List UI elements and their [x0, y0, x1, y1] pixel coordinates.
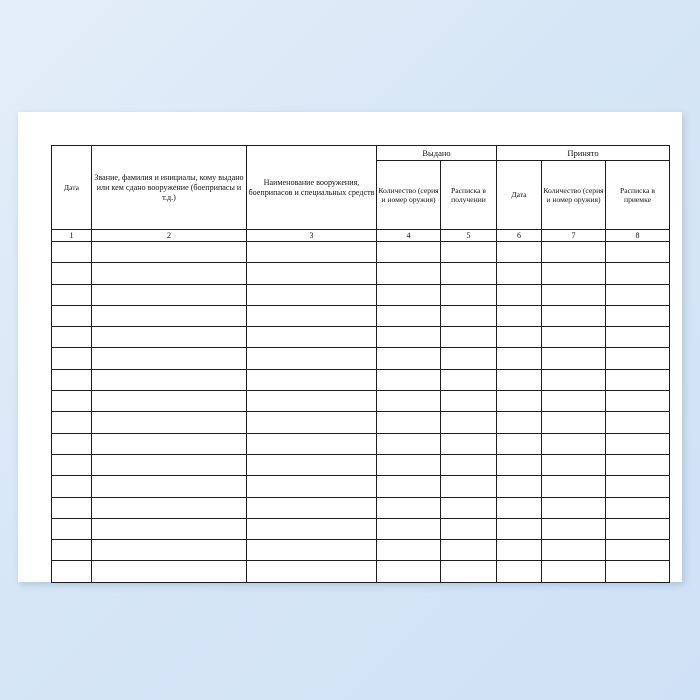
table-cell[interactable]: [441, 454, 497, 475]
table-cell[interactable]: [377, 454, 441, 475]
table-cell[interactable]: [542, 263, 606, 284]
table-cell[interactable]: [542, 391, 606, 412]
table-cell[interactable]: [92, 476, 247, 497]
table-row[interactable]: [52, 561, 670, 582]
table-cell[interactable]: [377, 284, 441, 305]
table-cell[interactable]: [247, 391, 377, 412]
table-cell[interactable]: [606, 391, 670, 412]
table-row[interactable]: [52, 433, 670, 454]
document-sheet: [18, 112, 682, 582]
table-cell[interactable]: [606, 284, 670, 305]
table-cell[interactable]: [377, 540, 441, 561]
table-cell[interactable]: [92, 263, 247, 284]
table-cell[interactable]: [606, 369, 670, 390]
table-row[interactable]: [52, 348, 670, 369]
column-number: 4: [377, 230, 441, 242]
table-cell[interactable]: [497, 561, 542, 582]
table-cell[interactable]: [606, 263, 670, 284]
table-cell[interactable]: [497, 454, 542, 475]
table-cell[interactable]: [606, 561, 670, 582]
table-cell[interactable]: [542, 348, 606, 369]
table-cell[interactable]: [606, 433, 670, 454]
group-header-issued: Выдано: [377, 146, 497, 161]
table-cell[interactable]: [441, 433, 497, 454]
column-number: 5: [441, 230, 497, 242]
table-cell[interactable]: [52, 305, 92, 326]
group-header-received: Принято: [497, 146, 670, 161]
table-cell[interactable]: [441, 518, 497, 539]
table-cell[interactable]: [606, 305, 670, 326]
table-cell[interactable]: [497, 263, 542, 284]
table-cell[interactable]: [497, 433, 542, 454]
table-cell[interactable]: [92, 454, 247, 475]
table-row[interactable]: [52, 305, 670, 326]
table-cell[interactable]: [377, 476, 441, 497]
table-cell[interactable]: [542, 412, 606, 433]
table-cell[interactable]: [497, 518, 542, 539]
table-cell[interactable]: [377, 518, 441, 539]
table-cell[interactable]: [247, 284, 377, 305]
table-cell[interactable]: [52, 540, 92, 561]
table-cell[interactable]: [247, 433, 377, 454]
table-cell[interactable]: [247, 412, 377, 433]
table-cell[interactable]: [247, 305, 377, 326]
table-row[interactable]: [52, 454, 670, 475]
table-body: [52, 242, 670, 583]
table-row[interactable]: [52, 476, 670, 497]
table-cell[interactable]: [377, 327, 441, 348]
table-cell[interactable]: [52, 284, 92, 305]
table-cell[interactable]: [247, 454, 377, 475]
table-cell[interactable]: [606, 497, 670, 518]
table-cell[interactable]: [542, 540, 606, 561]
table-cell[interactable]: [52, 412, 92, 433]
table-cell[interactable]: [92, 348, 247, 369]
table-cell[interactable]: [542, 284, 606, 305]
header-issued-signature: Расписка в получении: [441, 161, 497, 230]
table-cell[interactable]: [247, 369, 377, 390]
table-cell[interactable]: [606, 540, 670, 561]
table-cell[interactable]: [377, 263, 441, 284]
table-row[interactable]: [52, 284, 670, 305]
table-cell[interactable]: [606, 518, 670, 539]
table-cell[interactable]: [542, 518, 606, 539]
table-cell[interactable]: [441, 540, 497, 561]
table-cell[interactable]: [92, 540, 247, 561]
table-cell[interactable]: [92, 305, 247, 326]
table-cell[interactable]: [52, 476, 92, 497]
column-number: 2: [92, 230, 247, 242]
table-row[interactable]: [52, 242, 670, 263]
header-rank-name: Звание, фамилия и инициалы, кому выдано или кем сдано вооружение (боеприпасы и т.д.): [92, 146, 247, 230]
table-cell[interactable]: [247, 348, 377, 369]
table-cell[interactable]: [441, 348, 497, 369]
table-cell[interactable]: [542, 454, 606, 475]
table-cell[interactable]: [247, 561, 377, 582]
table-cell[interactable]: [542, 476, 606, 497]
table-cell[interactable]: [441, 412, 497, 433]
table-cell[interactable]: [497, 305, 542, 326]
table-cell[interactable]: [606, 327, 670, 348]
table-cell[interactable]: [247, 476, 377, 497]
table-cell[interactable]: [377, 412, 441, 433]
table-group-header-row: [52, 146, 670, 161]
table-cell[interactable]: [377, 391, 441, 412]
table-cell[interactable]: [497, 476, 542, 497]
table-cell[interactable]: [542, 497, 606, 518]
table-cell[interactable]: [497, 242, 542, 263]
table-row[interactable]: [52, 518, 670, 539]
table-cell[interactable]: [92, 412, 247, 433]
table-cell[interactable]: [441, 561, 497, 582]
table-row[interactable]: [52, 412, 670, 433]
table-row[interactable]: [52, 263, 670, 284]
table-cell[interactable]: [441, 369, 497, 390]
table-cell[interactable]: [606, 476, 670, 497]
table-cell[interactable]: [441, 284, 497, 305]
table-row[interactable]: [52, 540, 670, 561]
table-cell[interactable]: [52, 263, 92, 284]
column-number: 6: [497, 230, 542, 242]
table-row[interactable]: [52, 327, 670, 348]
table-cell[interactable]: [52, 433, 92, 454]
table-cell[interactable]: [52, 518, 92, 539]
table-cell[interactable]: [377, 561, 441, 582]
table-cell[interactable]: [497, 284, 542, 305]
table-cell[interactable]: [542, 369, 606, 390]
table-cell[interactable]: [247, 327, 377, 348]
table-cell[interactable]: [497, 540, 542, 561]
table-cell[interactable]: [377, 369, 441, 390]
table-cell[interactable]: [52, 391, 92, 412]
journal-table-area: [51, 145, 655, 560]
header-date-issued: Дата: [52, 146, 92, 230]
table-cell[interactable]: [247, 263, 377, 284]
table-cell[interactable]: [52, 327, 92, 348]
table-cell[interactable]: [52, 454, 92, 475]
table-cell[interactable]: [377, 433, 441, 454]
table-cell[interactable]: [497, 497, 542, 518]
table-cell[interactable]: [92, 433, 247, 454]
table-row[interactable]: [52, 391, 670, 412]
journal-table: [51, 145, 670, 583]
table-cell[interactable]: [92, 242, 247, 263]
table-cell[interactable]: [92, 518, 247, 539]
table-cell[interactable]: [441, 327, 497, 348]
table-cell[interactable]: [52, 348, 92, 369]
table-cell[interactable]: [542, 433, 606, 454]
table-cell[interactable]: [377, 497, 441, 518]
column-number: 3: [247, 230, 377, 242]
table-cell[interactable]: [92, 369, 247, 390]
table-column-number-row: [52, 230, 670, 242]
table-cell[interactable]: [542, 561, 606, 582]
table-cell[interactable]: [606, 242, 670, 263]
table-cell[interactable]: [92, 327, 247, 348]
table-cell[interactable]: [542, 242, 606, 263]
table-cell[interactable]: [606, 454, 670, 475]
table-cell[interactable]: [441, 391, 497, 412]
column-number: 8: [606, 230, 670, 242]
table-cell[interactable]: [542, 327, 606, 348]
table-cell[interactable]: [247, 497, 377, 518]
column-number: 7: [542, 230, 606, 242]
header-issued-quantity: Количество (серия и номер оружия): [377, 161, 441, 230]
table-cell[interactable]: [377, 348, 441, 369]
table-cell[interactable]: [247, 242, 377, 263]
header-item-name: Наименование вооружения, боеприпасов и специальных средств: [247, 146, 377, 230]
header-received-quantity: Количество (серия и номер оружия): [542, 161, 606, 230]
table-row[interactable]: [52, 497, 670, 518]
table-row[interactable]: [52, 369, 670, 390]
table-cell[interactable]: [441, 476, 497, 497]
table-cell[interactable]: [92, 284, 247, 305]
table-cell[interactable]: [377, 305, 441, 326]
table-cell[interactable]: [52, 497, 92, 518]
table-cell[interactable]: [542, 305, 606, 326]
table-cell[interactable]: [52, 369, 92, 390]
table-cell[interactable]: [497, 412, 542, 433]
table-cell[interactable]: [606, 412, 670, 433]
table-cell[interactable]: [441, 305, 497, 326]
table-cell[interactable]: [92, 561, 247, 582]
table-cell[interactable]: [52, 242, 92, 263]
table-cell[interactable]: [92, 497, 247, 518]
table-cell[interactable]: [92, 391, 247, 412]
table-cell[interactable]: [247, 518, 377, 539]
table-cell[interactable]: [497, 369, 542, 390]
table-cell[interactable]: [606, 348, 670, 369]
header-received-date: Дата: [497, 161, 542, 230]
table-cell[interactable]: [441, 263, 497, 284]
table-cell[interactable]: [497, 391, 542, 412]
table-cell[interactable]: [497, 348, 542, 369]
table-cell[interactable]: [441, 242, 497, 263]
column-number: 1: [52, 230, 92, 242]
table-cell[interactable]: [441, 497, 497, 518]
header-received-signature: Расписка в приемке: [606, 161, 670, 230]
table-cell[interactable]: [377, 242, 441, 263]
table-cell[interactable]: [247, 540, 377, 561]
table-cell[interactable]: [497, 327, 542, 348]
table-cell[interactable]: [52, 561, 92, 582]
